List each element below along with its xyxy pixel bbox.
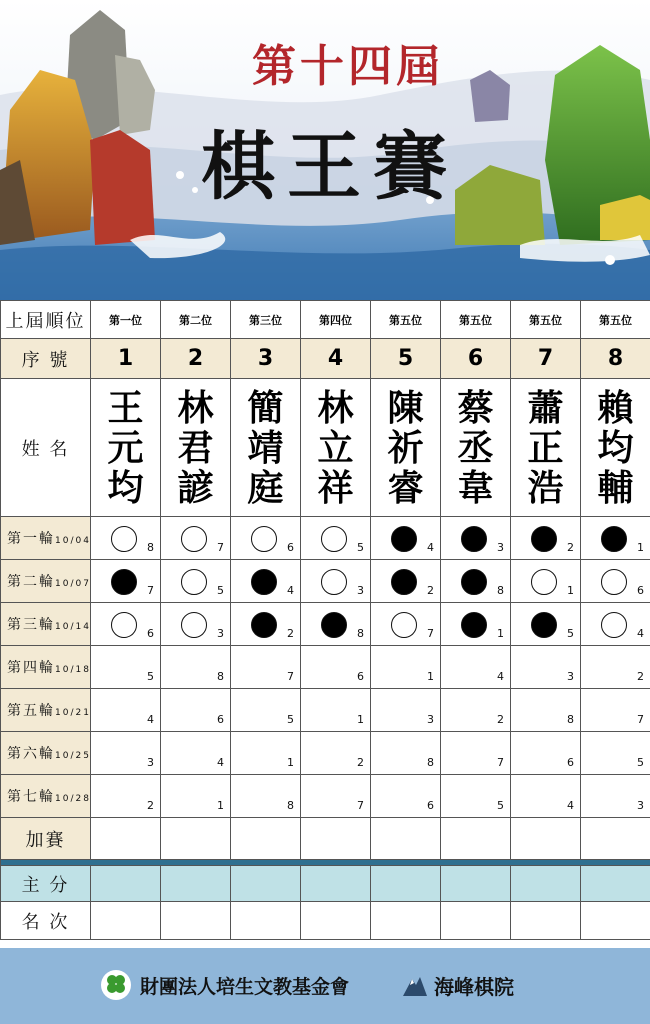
round-cell xyxy=(91,517,161,560)
round-label xyxy=(1,517,91,560)
black-stone-icon xyxy=(111,569,137,595)
opponent-number: 7 xyxy=(637,713,644,726)
round-cell xyxy=(581,646,650,689)
score-row xyxy=(1,866,650,902)
round-date: 10/07 xyxy=(55,579,91,589)
round-cell xyxy=(581,775,650,818)
prev-rank-cell: 第三位 xyxy=(231,301,301,339)
name-character: 立 xyxy=(317,426,354,469)
name-character: 蕭 xyxy=(527,386,564,429)
white-stone-icon xyxy=(531,569,557,595)
opponent-number: 2 xyxy=(637,670,644,683)
seq-cell: 2 xyxy=(161,339,231,379)
round-cell xyxy=(91,603,161,646)
name-character: 林 xyxy=(317,386,354,429)
black-stone-icon xyxy=(321,612,347,638)
place-row-cell xyxy=(511,902,581,940)
opponent-number: 7 xyxy=(427,627,434,640)
prev-rank-cell: 第四位 xyxy=(301,301,371,339)
name-character: 陳 xyxy=(387,386,424,429)
black-stone-icon xyxy=(251,612,277,638)
prev-rank-cell: 第五位 xyxy=(441,301,511,339)
seq-row xyxy=(1,339,650,379)
opponent-number: 5 xyxy=(567,627,574,640)
player-name xyxy=(441,379,511,517)
round-date: 10/18 xyxy=(55,665,91,675)
name-character: 祥 xyxy=(317,466,354,509)
opponent-number: 3 xyxy=(217,627,224,640)
name-character: 王 xyxy=(107,386,144,429)
round-cell xyxy=(91,646,161,689)
round-row xyxy=(1,517,650,560)
round-cell xyxy=(161,517,231,560)
seq-cell: 7 xyxy=(511,339,581,379)
opponent-number: 6 xyxy=(357,670,364,683)
round-cell xyxy=(441,517,511,560)
round-label xyxy=(1,775,91,818)
round-cell xyxy=(371,560,441,603)
round-cell xyxy=(91,689,161,732)
opponent-number: 2 xyxy=(357,756,364,769)
prev-rank-cell: 第一位 xyxy=(91,301,161,339)
opponent-number: 7 xyxy=(497,756,504,769)
seq-cell: 8 xyxy=(581,339,650,379)
round-cell xyxy=(511,603,581,646)
player-name xyxy=(231,379,301,517)
tiebreak-row-cell xyxy=(511,818,581,860)
black-stone-icon xyxy=(391,569,417,595)
round-cell xyxy=(301,603,371,646)
black-stone-icon xyxy=(531,612,557,638)
opponent-number: 3 xyxy=(567,670,574,683)
white-stone-icon xyxy=(601,569,627,595)
banner xyxy=(0,0,650,300)
round-name: 第二輪 xyxy=(7,574,55,590)
round-name: 第五輪 xyxy=(7,703,55,719)
round-label xyxy=(1,560,91,603)
player-name xyxy=(581,379,650,517)
name-character: 蔡 xyxy=(457,386,494,429)
white-stone-icon xyxy=(391,612,417,638)
tiebreak-row-cell xyxy=(581,818,650,860)
round-cell xyxy=(301,646,371,689)
round-cell xyxy=(371,517,441,560)
round-cell xyxy=(441,560,511,603)
white-stone-icon xyxy=(181,526,207,552)
round-cell xyxy=(91,732,161,775)
opponent-number: 4 xyxy=(567,799,574,812)
tiebreak-row-cell xyxy=(161,818,231,860)
round-row xyxy=(1,560,650,603)
opponent-number: 7 xyxy=(147,584,154,597)
opponent-number: 7 xyxy=(287,670,294,683)
place-row-label: 名 次 xyxy=(1,902,91,940)
round-row xyxy=(1,732,650,775)
round-cell xyxy=(441,603,511,646)
round-cell xyxy=(581,560,650,603)
round-cell xyxy=(301,560,371,603)
tiebreak-row-cell xyxy=(371,818,441,860)
place-row xyxy=(1,902,650,940)
name-character: 諺 xyxy=(177,466,214,509)
round-cell xyxy=(371,689,441,732)
round-cell xyxy=(581,732,650,775)
round-cell xyxy=(441,732,511,775)
round-cell xyxy=(371,603,441,646)
opponent-number: 2 xyxy=(427,584,434,597)
round-row xyxy=(1,775,650,818)
round-cell xyxy=(511,560,581,603)
white-stone-icon xyxy=(111,612,137,638)
place-row-cell xyxy=(91,902,161,940)
round-date: 10/28 xyxy=(55,794,91,804)
seq-cell: 6 xyxy=(441,339,511,379)
opponent-number: 3 xyxy=(147,756,154,769)
opponent-number: 2 xyxy=(287,627,294,640)
score-row-cell xyxy=(511,866,581,902)
opponent-number: 8 xyxy=(567,713,574,726)
opponent-number: 4 xyxy=(217,756,224,769)
round-cell xyxy=(511,775,581,818)
clover-icon xyxy=(100,969,132,1001)
prev-rank-row xyxy=(1,301,650,339)
place-row-cell xyxy=(301,902,371,940)
name-character: 元 xyxy=(107,426,144,469)
opponent-number: 5 xyxy=(287,713,294,726)
round-cell xyxy=(161,775,231,818)
tiebreak-row-cell xyxy=(231,818,301,860)
round-cell xyxy=(161,603,231,646)
name-character: 浩 xyxy=(527,466,564,509)
opponent-number: 5 xyxy=(217,584,224,597)
player-name xyxy=(371,379,441,517)
score-row-cell xyxy=(301,866,371,902)
round-date: 10/14 xyxy=(55,622,91,632)
round-cell xyxy=(301,689,371,732)
black-stone-icon xyxy=(461,612,487,638)
round-cell xyxy=(441,775,511,818)
round-cell xyxy=(371,646,441,689)
prev-rank-cell: 第五位 xyxy=(511,301,581,339)
opponent-number: 4 xyxy=(497,670,504,683)
round-name: 第四輪 xyxy=(7,660,55,676)
round-name: 第三輪 xyxy=(7,617,55,633)
opponent-number: 2 xyxy=(497,713,504,726)
round-cell xyxy=(301,517,371,560)
name-character: 正 xyxy=(527,426,564,469)
round-cell xyxy=(231,689,301,732)
seq-cell: 1 xyxy=(91,339,161,379)
round-cell xyxy=(301,775,371,818)
place-row-cell xyxy=(441,902,511,940)
opponent-number: 1 xyxy=(217,799,224,812)
round-cell xyxy=(231,646,301,689)
score-row-cell xyxy=(581,866,650,902)
black-stone-icon xyxy=(461,569,487,595)
name-label: 姓 名 xyxy=(1,379,91,517)
black-stone-icon xyxy=(531,526,557,552)
white-stone-icon xyxy=(601,612,627,638)
tiebreak-row-cell xyxy=(441,818,511,860)
round-label xyxy=(1,732,91,775)
tournament-table xyxy=(0,300,650,940)
round-name: 第一輪 xyxy=(7,531,55,547)
tiebreak-row-cell xyxy=(91,818,161,860)
round-cell xyxy=(91,560,161,603)
opponent-number: 6 xyxy=(147,627,154,640)
round-date: 10/21 xyxy=(55,708,91,718)
organization xyxy=(100,968,349,1002)
player-name xyxy=(161,379,231,517)
round-cell xyxy=(161,732,231,775)
black-stone-icon xyxy=(461,526,487,552)
opponent-number: 8 xyxy=(147,541,154,554)
opponent-number: 1 xyxy=(497,627,504,640)
opponent-number: 6 xyxy=(217,713,224,726)
round-cell xyxy=(301,732,371,775)
opponent-number: 4 xyxy=(287,584,294,597)
round-cell xyxy=(581,603,650,646)
opponent-number: 6 xyxy=(637,584,644,597)
opponent-number: 7 xyxy=(357,799,364,812)
round-row xyxy=(1,689,650,732)
round-cell xyxy=(511,732,581,775)
tiebreak-row-cell xyxy=(301,818,371,860)
opponent-number: 3 xyxy=(427,713,434,726)
name-character: 君 xyxy=(177,426,214,469)
round-cell xyxy=(231,560,301,603)
round-row xyxy=(1,646,650,689)
round-cell xyxy=(231,732,301,775)
opponent-number: 4 xyxy=(637,627,644,640)
round-cell xyxy=(581,689,650,732)
score-row-cell xyxy=(441,866,511,902)
opponent-number: 7 xyxy=(217,541,224,554)
organization-name: 財團法人培生文教基金會 xyxy=(140,975,350,998)
white-stone-icon xyxy=(181,612,207,638)
go-school xyxy=(402,968,514,1002)
seq-cell: 3 xyxy=(231,339,301,379)
round-label xyxy=(1,646,91,689)
place-row-cell xyxy=(161,902,231,940)
score-row-cell xyxy=(161,866,231,902)
white-stone-icon xyxy=(321,569,347,595)
opponent-number: 1 xyxy=(427,670,434,683)
round-cell xyxy=(231,603,301,646)
name-character: 簡 xyxy=(247,386,284,429)
white-stone-icon xyxy=(251,526,277,552)
opponent-number: 8 xyxy=(287,799,294,812)
opponent-number: 5 xyxy=(637,756,644,769)
name-character: 輔 xyxy=(597,466,634,509)
score-row-label: 主 分 xyxy=(1,866,91,902)
round-cell xyxy=(161,646,231,689)
name-row xyxy=(1,379,650,517)
name-character: 均 xyxy=(107,466,144,509)
player-name xyxy=(91,379,161,517)
name-character: 睿 xyxy=(387,466,424,509)
opponent-number: 8 xyxy=(217,670,224,683)
name-character: 祈 xyxy=(387,426,424,469)
opponent-number: 2 xyxy=(567,541,574,554)
round-row xyxy=(1,603,650,646)
prev-rank-label: 上屆順位 xyxy=(1,301,91,339)
place-row-cell xyxy=(581,902,650,940)
opponent-number: 8 xyxy=(427,756,434,769)
round-name: 第六輪 xyxy=(7,746,55,762)
round-date: 10/04 xyxy=(55,536,91,546)
opponent-number: 1 xyxy=(567,584,574,597)
opponent-number: 2 xyxy=(147,799,154,812)
white-stone-icon xyxy=(321,526,347,552)
round-cell xyxy=(511,689,581,732)
score-row-cell xyxy=(91,866,161,902)
round-label xyxy=(1,689,91,732)
round-label xyxy=(1,603,91,646)
white-stone-icon xyxy=(181,569,207,595)
name-character: 庭 xyxy=(247,466,284,509)
prev-rank-cell: 第五位 xyxy=(371,301,441,339)
event-title: 棋王賽 xyxy=(201,124,459,210)
prev-rank-cell: 第五位 xyxy=(581,301,650,339)
opponent-number: 6 xyxy=(567,756,574,769)
name-character: 丞 xyxy=(457,426,494,469)
name-character: 賴 xyxy=(597,386,634,429)
seq-cell: 4 xyxy=(301,339,371,379)
opponent-number: 5 xyxy=(147,670,154,683)
place-row-cell xyxy=(371,902,441,940)
round-cell xyxy=(161,689,231,732)
opponent-number: 3 xyxy=(637,799,644,812)
round-cell xyxy=(511,517,581,560)
round-cell xyxy=(441,689,511,732)
tiebreak-row xyxy=(1,818,650,860)
seq-cell: 5 xyxy=(371,339,441,379)
round-name: 第七輪 xyxy=(7,789,55,805)
player-name xyxy=(511,379,581,517)
footer xyxy=(0,948,650,1024)
black-stone-icon xyxy=(391,526,417,552)
tiebreak-row-label: 加賽 xyxy=(1,818,91,860)
opponent-number: 5 xyxy=(497,799,504,812)
name-character: 林 xyxy=(177,386,214,429)
black-stone-icon xyxy=(601,526,627,552)
opponent-number: 3 xyxy=(497,541,504,554)
mountain-icon xyxy=(402,973,428,997)
score-row-cell xyxy=(231,866,301,902)
opponent-number: 6 xyxy=(287,541,294,554)
opponent-number: 4 xyxy=(147,713,154,726)
opponent-number: 8 xyxy=(497,584,504,597)
round-cell xyxy=(161,560,231,603)
place-row-cell xyxy=(231,902,301,940)
school-name: 海峰棋院 xyxy=(434,974,514,999)
prev-rank-cell: 第二位 xyxy=(161,301,231,339)
player-name xyxy=(301,379,371,517)
round-cell xyxy=(231,775,301,818)
white-stone-icon xyxy=(111,526,137,552)
round-cell xyxy=(371,775,441,818)
round-date: 10/25 xyxy=(55,751,91,761)
round-cell xyxy=(441,646,511,689)
name-character: 韋 xyxy=(457,466,494,509)
round-cell xyxy=(581,517,650,560)
opponent-number: 1 xyxy=(287,756,294,769)
opponent-number: 6 xyxy=(427,799,434,812)
opponent-number: 4 xyxy=(427,541,434,554)
seq-label: 序 號 xyxy=(1,339,91,379)
round-cell xyxy=(91,775,161,818)
opponent-number: 1 xyxy=(357,713,364,726)
name-character: 靖 xyxy=(247,426,284,469)
black-stone-icon xyxy=(251,569,277,595)
edition-subtitle: 第十四屆 xyxy=(252,41,444,92)
round-cell xyxy=(371,732,441,775)
opponent-number: 3 xyxy=(357,584,364,597)
round-cell xyxy=(511,646,581,689)
name-character: 均 xyxy=(597,426,634,469)
score-row-cell xyxy=(371,866,441,902)
opponent-number: 8 xyxy=(357,627,364,640)
round-cell xyxy=(231,517,301,560)
opponent-number: 5 xyxy=(357,541,364,554)
opponent-number: 1 xyxy=(637,541,644,554)
